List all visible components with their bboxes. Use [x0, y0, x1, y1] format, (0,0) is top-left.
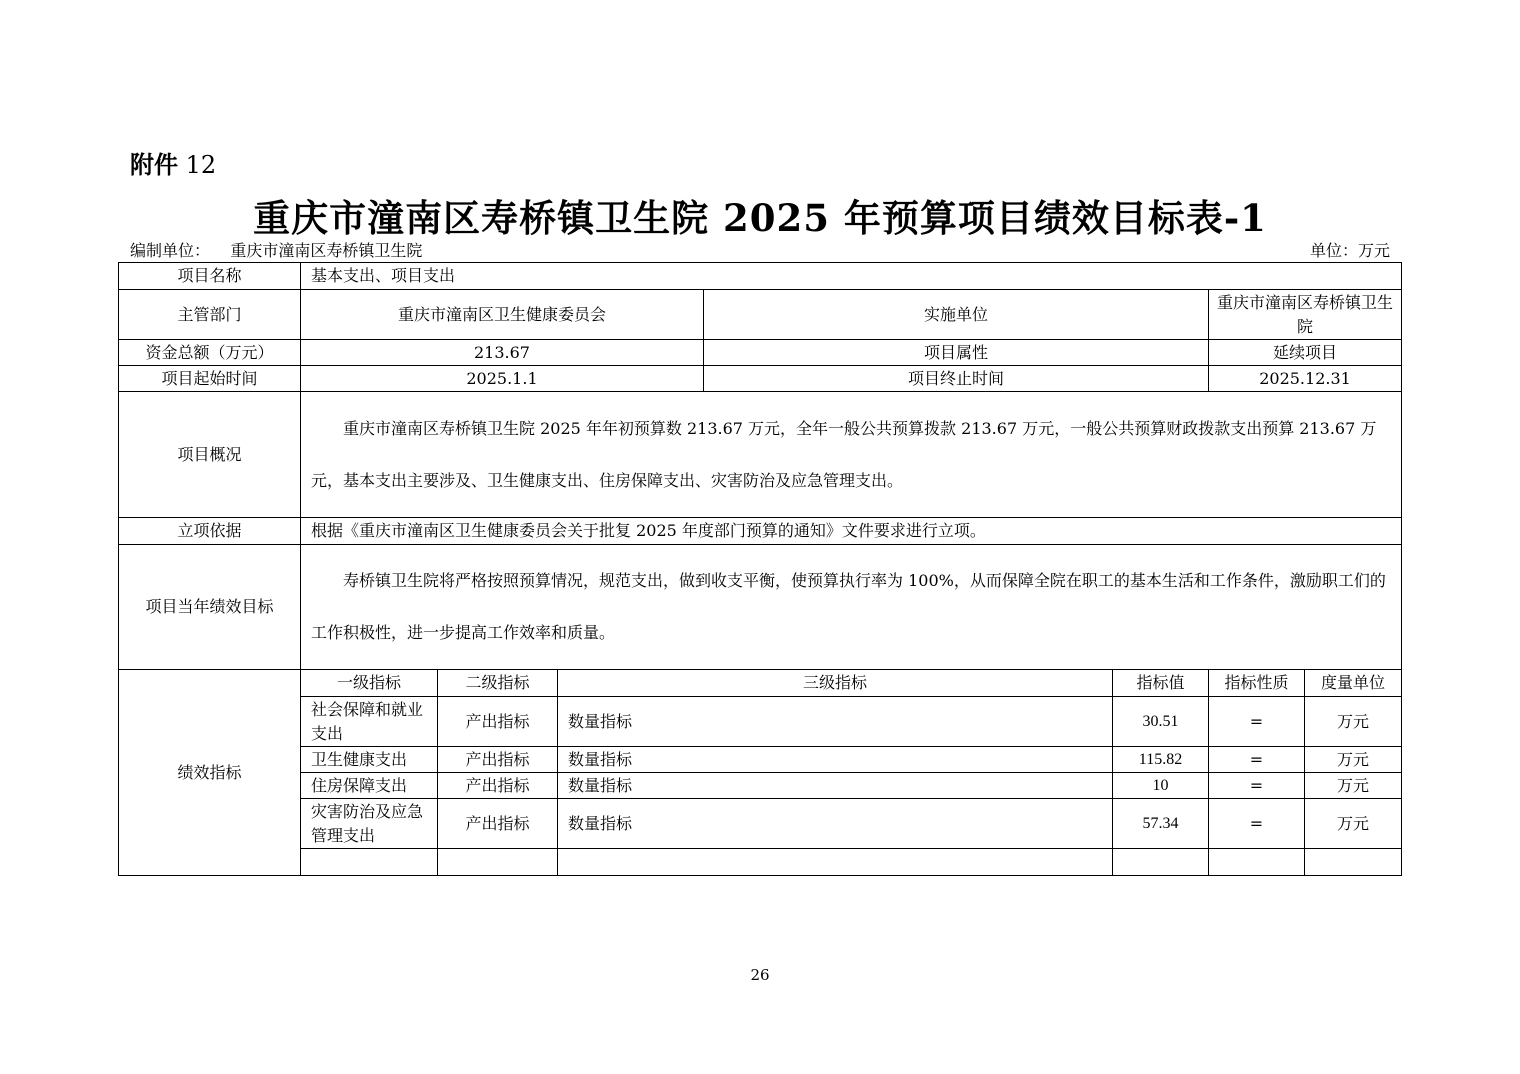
level1-cell: 住房保障支出: [301, 773, 438, 799]
unit-cell: 万元: [1305, 747, 1402, 773]
unit-label: 单位：万元: [1309, 241, 1390, 260]
level3-cell: 数量指标: [558, 773, 1113, 799]
header-level1: 一级指标: [301, 670, 438, 697]
nature-cell: =: [1209, 799, 1305, 849]
start-value: 2025.1.1: [301, 366, 704, 392]
level3-cell: [558, 849, 1113, 876]
end-label: 项目终止时间: [704, 366, 1209, 392]
page-number: 26: [750, 966, 770, 984]
row-fund: [119, 340, 1402, 366]
level1-cell: [301, 849, 438, 876]
performance-table: [118, 262, 1402, 876]
level1-cell: 卫生健康支出: [301, 747, 438, 773]
overview-label: 项目概况: [119, 392, 301, 518]
row-dept: [119, 290, 1402, 340]
impl-label: 实施单位: [704, 290, 1209, 340]
dept-label: 主管部门: [119, 290, 301, 340]
header-level3: 三级指标: [558, 670, 1113, 697]
nature-cell: =: [1209, 697, 1305, 747]
attachment-number: 12: [185, 151, 217, 179]
attr-value: 延续项目: [1209, 340, 1402, 366]
table-row: [119, 697, 1402, 747]
level2-cell: 产出指标: [438, 697, 558, 747]
header-value: 指标值: [1113, 670, 1209, 697]
level3-cell: 数量指标: [558, 697, 1113, 747]
goal-cell: [301, 545, 1402, 670]
row-time: [119, 366, 1402, 392]
basis-label: 立项依据: [119, 518, 301, 545]
value-cell: [1113, 849, 1209, 876]
compiler-line: [130, 238, 422, 261]
header-level2: 二级指标: [438, 670, 558, 697]
unit-cell: 万元: [1305, 773, 1402, 799]
end-value: 2025.12.31: [1209, 366, 1402, 392]
start-label: 项目起始时间: [119, 366, 301, 392]
header-nature: 指标性质: [1209, 670, 1305, 697]
compiler-label: 编制单位：: [130, 241, 211, 260]
level1-cell: 灾害防治及应急管理支出: [301, 799, 438, 849]
level2-cell: 产出指标: [438, 799, 558, 849]
overview-cell: [301, 392, 1402, 518]
row-overview: [119, 392, 1402, 518]
impl-value: 重庆市潼南区寿桥镇卫生院: [1209, 290, 1402, 340]
unit-cell: [1305, 849, 1402, 876]
table-row: [119, 747, 1402, 773]
unit-cell: 万元: [1305, 697, 1402, 747]
table-row: [119, 799, 1402, 849]
value-cell: 30.51: [1113, 697, 1209, 747]
level3-cell: 数量指标: [558, 799, 1113, 849]
attachment-word: 附件: [130, 151, 178, 179]
value-cell: 10: [1113, 773, 1209, 799]
project-name-value: 基本支出、项目支出: [301, 263, 1402, 290]
value-cell: 57.34: [1113, 799, 1209, 849]
level2-cell: [438, 849, 558, 876]
nature-cell: =: [1209, 773, 1305, 799]
header-unit: 度量单位: [1305, 670, 1402, 697]
row-basis: [119, 518, 1402, 545]
nature-cell: =: [1209, 747, 1305, 773]
project-name-label: 项目名称: [119, 263, 301, 290]
table-row: [119, 773, 1402, 799]
unit-cell: 万元: [1305, 799, 1402, 849]
attachment-label: [130, 145, 216, 180]
fund-label: 资金总额（万元）: [119, 340, 301, 366]
perf-header-row: [119, 670, 1402, 697]
goal-text: 寿桥镇卫生院将严格按照预算情况，规范支出，做到收支平衡，使预算执行率为 100%，从而保障全院在职工的基本生活和工作条件，激励职工们的工作积极性，进一步提高工作效率和质量。: [311, 571, 1386, 642]
level2-cell: 产出指标: [438, 747, 558, 773]
level2-cell: 产出指标: [438, 773, 558, 799]
attr-label: 项目属性: [704, 340, 1209, 366]
perf-label: 绩效指标: [119, 670, 301, 876]
fund-value: 213.67: [301, 340, 704, 366]
table-row-empty: [119, 849, 1402, 876]
compiler-name: 重庆市潼南区寿桥镇卫生院: [230, 241, 423, 260]
row-project-name: [119, 263, 1402, 290]
nature-cell: [1209, 849, 1305, 876]
goal-label: 项目当年绩效目标: [119, 545, 301, 670]
page-title: 重庆市潼南区寿桥镇卫生院 2025 年预算项目绩效目标表-1: [253, 196, 1267, 240]
level3-cell: 数量指标: [558, 747, 1113, 773]
overview-text: 重庆市潼南区寿桥镇卫生院 2025 年年初预算数 213.67 万元，全年一般公共预算拨款 213.67 万元，一般公共预算财政拨款支出预算 213.67 万元，基本支出主要涉及、卫生健康支出、住房保障支出、灾害防治及应急管理支出。: [311, 418, 1377, 490]
dept-value: 重庆市潼南区卫生健康委员会: [301, 290, 704, 340]
row-goal: [119, 545, 1402, 670]
basis-value: 根据《重庆市潼南区卫生健康委员会关于批复 2025 年度部门预算的通知》文件要求进行立项。: [301, 518, 1402, 545]
level1-cell: 社会保障和就业支出: [301, 697, 438, 747]
value-cell: 115.82: [1113, 747, 1209, 773]
